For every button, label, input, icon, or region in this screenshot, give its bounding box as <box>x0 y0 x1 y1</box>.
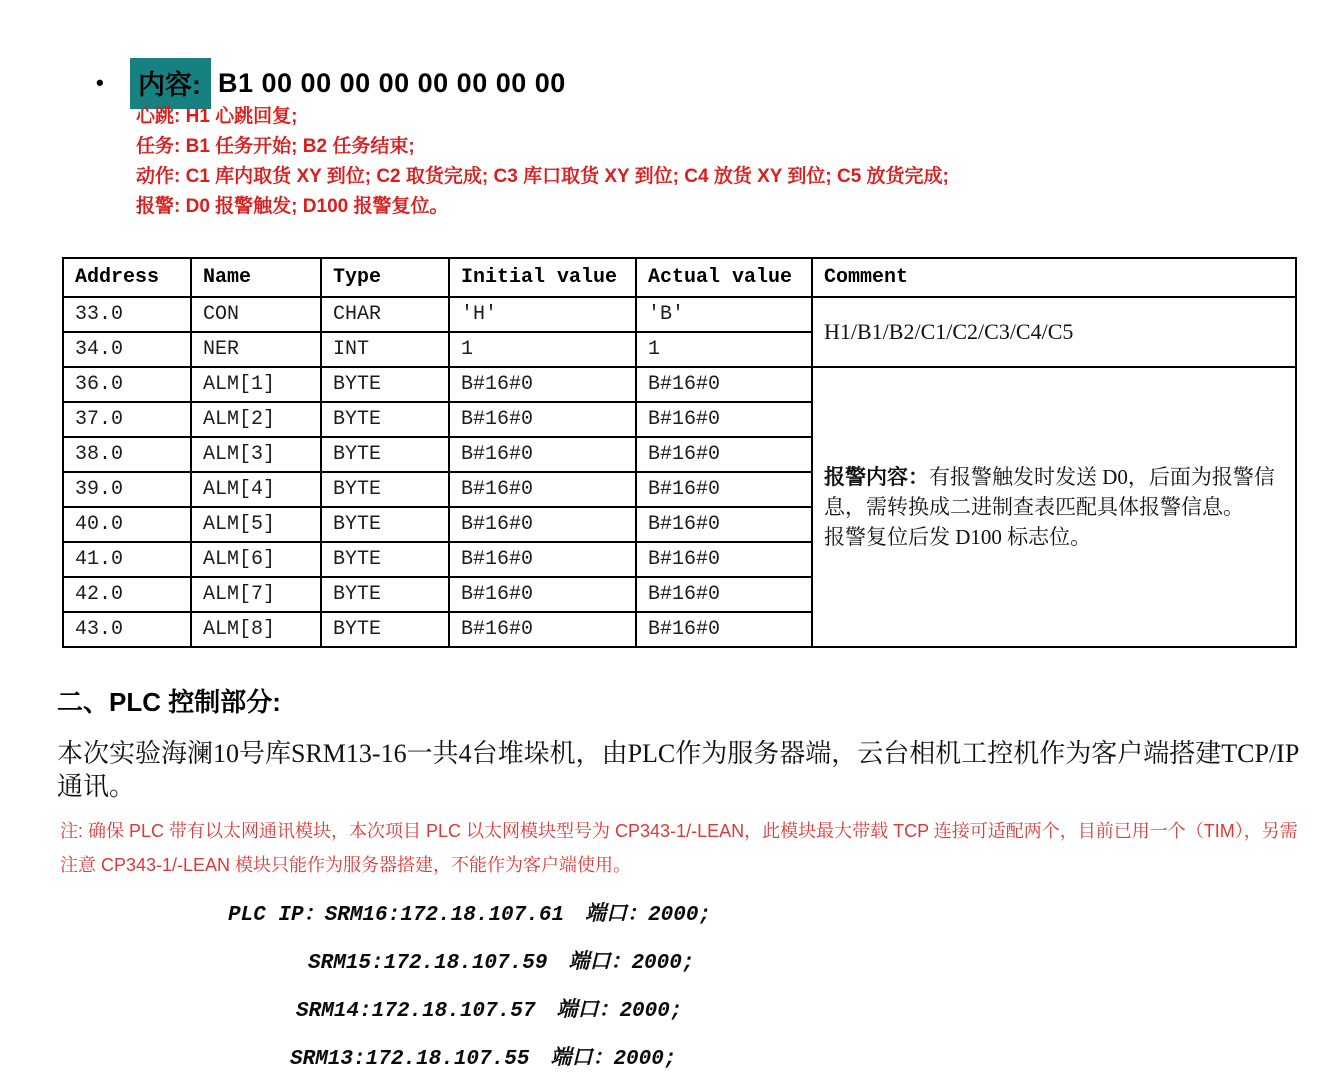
note-red-text: 注: 确保 PLC 带有以太网通讯模块，本次项目 PLC 以太网模块型号为 CP343-1/-LEAN，此模块最大带载 TCP 连接可适配两个，目前已用一个（TIM），另需注意 CP343-1/-LEAN 模块只能作为服务器搭建，不能作为客户端使用。 <box>60 821 1298 875</box>
cell-comment-group2 <box>812 367 1296 647</box>
cell-address: 40.0 <box>63 507 191 542</box>
cell-actual: B#16#0 <box>636 402 812 437</box>
plc-ip-line-srm13: SRM13:172.18.107.55 端口：2000; <box>290 1048 677 1071</box>
cell-actual: B#16#0 <box>636 367 812 402</box>
cell-actual: B#16#0 <box>636 612 812 647</box>
col-header-type: Type <box>321 258 449 297</box>
table-row <box>63 297 1296 332</box>
table-header-row <box>63 258 1296 297</box>
plc-variable-table <box>62 257 1297 648</box>
bullet-icon: • <box>96 70 104 95</box>
alarm-comment-text: 有报警触发时发送 D0，后面为报警信息，需转换成二进制查表匹配具体报警信息。 <box>824 465 1275 519</box>
cell-comment-group1: H1/B1/B2/C1/C2/C3/C4/C5 <box>812 297 1296 367</box>
cell-name: ALM[1] <box>191 367 321 402</box>
cell-name: ALM[2] <box>191 402 321 437</box>
cell-name: ALM[8] <box>191 612 321 647</box>
cell-name: ALM[6] <box>191 542 321 577</box>
plc-ip-line-srm16: PLC IP：SRM16:172.18.107.61 端口：2000; <box>228 904 712 927</box>
cell-type: CHAR <box>321 297 449 332</box>
signal-line-heartbeat: 心跳: H1 心跳回复; <box>136 106 298 127</box>
cell-address: 38.0 <box>63 437 191 472</box>
body-paragraph: 本次实验海澜10号库SRM13-16一共4台堆垛机，由PLC作为服务器端，云台相机工控机作为客户端搭建TCP/IP通讯。 <box>57 739 1300 801</box>
cell-initial: B#16#0 <box>449 472 636 507</box>
cell-initial: B#16#0 <box>449 577 636 612</box>
cell-actual: B#16#0 <box>636 437 812 472</box>
cell-actual: B#16#0 <box>636 542 812 577</box>
table-row <box>63 367 1296 402</box>
cell-initial: B#16#0 <box>449 542 636 577</box>
content-label-highlighted: 内容: <box>130 58 211 109</box>
cell-type: BYTE <box>321 577 449 612</box>
cell-type: BYTE <box>321 402 449 437</box>
col-header-comment: Comment <box>812 258 1296 297</box>
cell-name: ALM[3] <box>191 437 321 472</box>
cell-initial: 'H' <box>449 297 636 332</box>
col-header-name: Name <box>191 258 321 297</box>
cell-initial: B#16#0 <box>449 612 636 647</box>
col-header-initial-value: Initial value <box>449 258 636 297</box>
cell-initial: B#16#0 <box>449 367 636 402</box>
plc-ip-line-srm15: SRM15:172.18.107.59 端口：2000; <box>308 952 695 975</box>
cell-name: ALM[4] <box>191 472 321 507</box>
alarm-comment-label: 报警内容： <box>824 465 929 489</box>
cell-initial: B#16#0 <box>449 402 636 437</box>
cell-address: 34.0 <box>63 332 191 367</box>
cell-type: BYTE <box>321 507 449 542</box>
cell-address: 39.0 <box>63 472 191 507</box>
plc-variable-table-wrap <box>62 257 1297 648</box>
cell-address: 33.0 <box>63 297 191 332</box>
cell-name: ALM[7] <box>191 577 321 612</box>
cell-type: BYTE <box>321 437 449 472</box>
cell-actual: 'B' <box>636 297 812 332</box>
cell-type: INT <box>321 332 449 367</box>
cell-type: BYTE <box>321 367 449 402</box>
cell-type: BYTE <box>321 542 449 577</box>
cell-type: BYTE <box>321 612 449 647</box>
cell-type: BYTE <box>321 472 449 507</box>
signal-line-alarm: 报警: D0 报警触发; D100 报警复位。 <box>136 196 449 217</box>
cell-address: 43.0 <box>63 612 191 647</box>
cell-address: 36.0 <box>63 367 191 402</box>
cell-actual: 1 <box>636 332 812 367</box>
cell-name: ALM[5] <box>191 507 321 542</box>
content-value: B1 00 00 00 00 00 00 00 00 <box>218 67 566 98</box>
signal-line-action: 动作: C1 库内取货 XY 到位; C2 取货完成; C3 库口取货 XY 到位; C4 放货 XY 到位; C5 放货完成; <box>136 166 949 187</box>
cell-address: 42.0 <box>63 577 191 612</box>
cell-actual: B#16#0 <box>636 507 812 542</box>
signal-definitions <box>136 102 949 222</box>
cell-address: 41.0 <box>63 542 191 577</box>
cell-actual: B#16#0 <box>636 577 812 612</box>
signal-line-task: 任务: B1 任务开始; B2 任务结束; <box>136 136 415 157</box>
content-bullet-line <box>96 60 566 106</box>
cell-address: 37.0 <box>63 402 191 437</box>
col-header-address: Address <box>63 258 191 297</box>
cell-initial: B#16#0 <box>449 437 636 472</box>
col-header-actual-value: Actual value <box>636 258 812 297</box>
cell-initial: 1 <box>449 332 636 367</box>
plc-ip-line-srm14: SRM14:172.18.107.57 端口：2000; <box>296 1000 683 1023</box>
cell-name: NER <box>191 332 321 367</box>
cell-initial: B#16#0 <box>449 507 636 542</box>
section-heading-plc-control: 二、PLC 控制部分: <box>57 687 281 717</box>
alarm-comment-line2: 报警复位后发 D100 标志位。 <box>824 525 1092 549</box>
cell-name: CON <box>191 297 321 332</box>
cell-actual: B#16#0 <box>636 472 812 507</box>
